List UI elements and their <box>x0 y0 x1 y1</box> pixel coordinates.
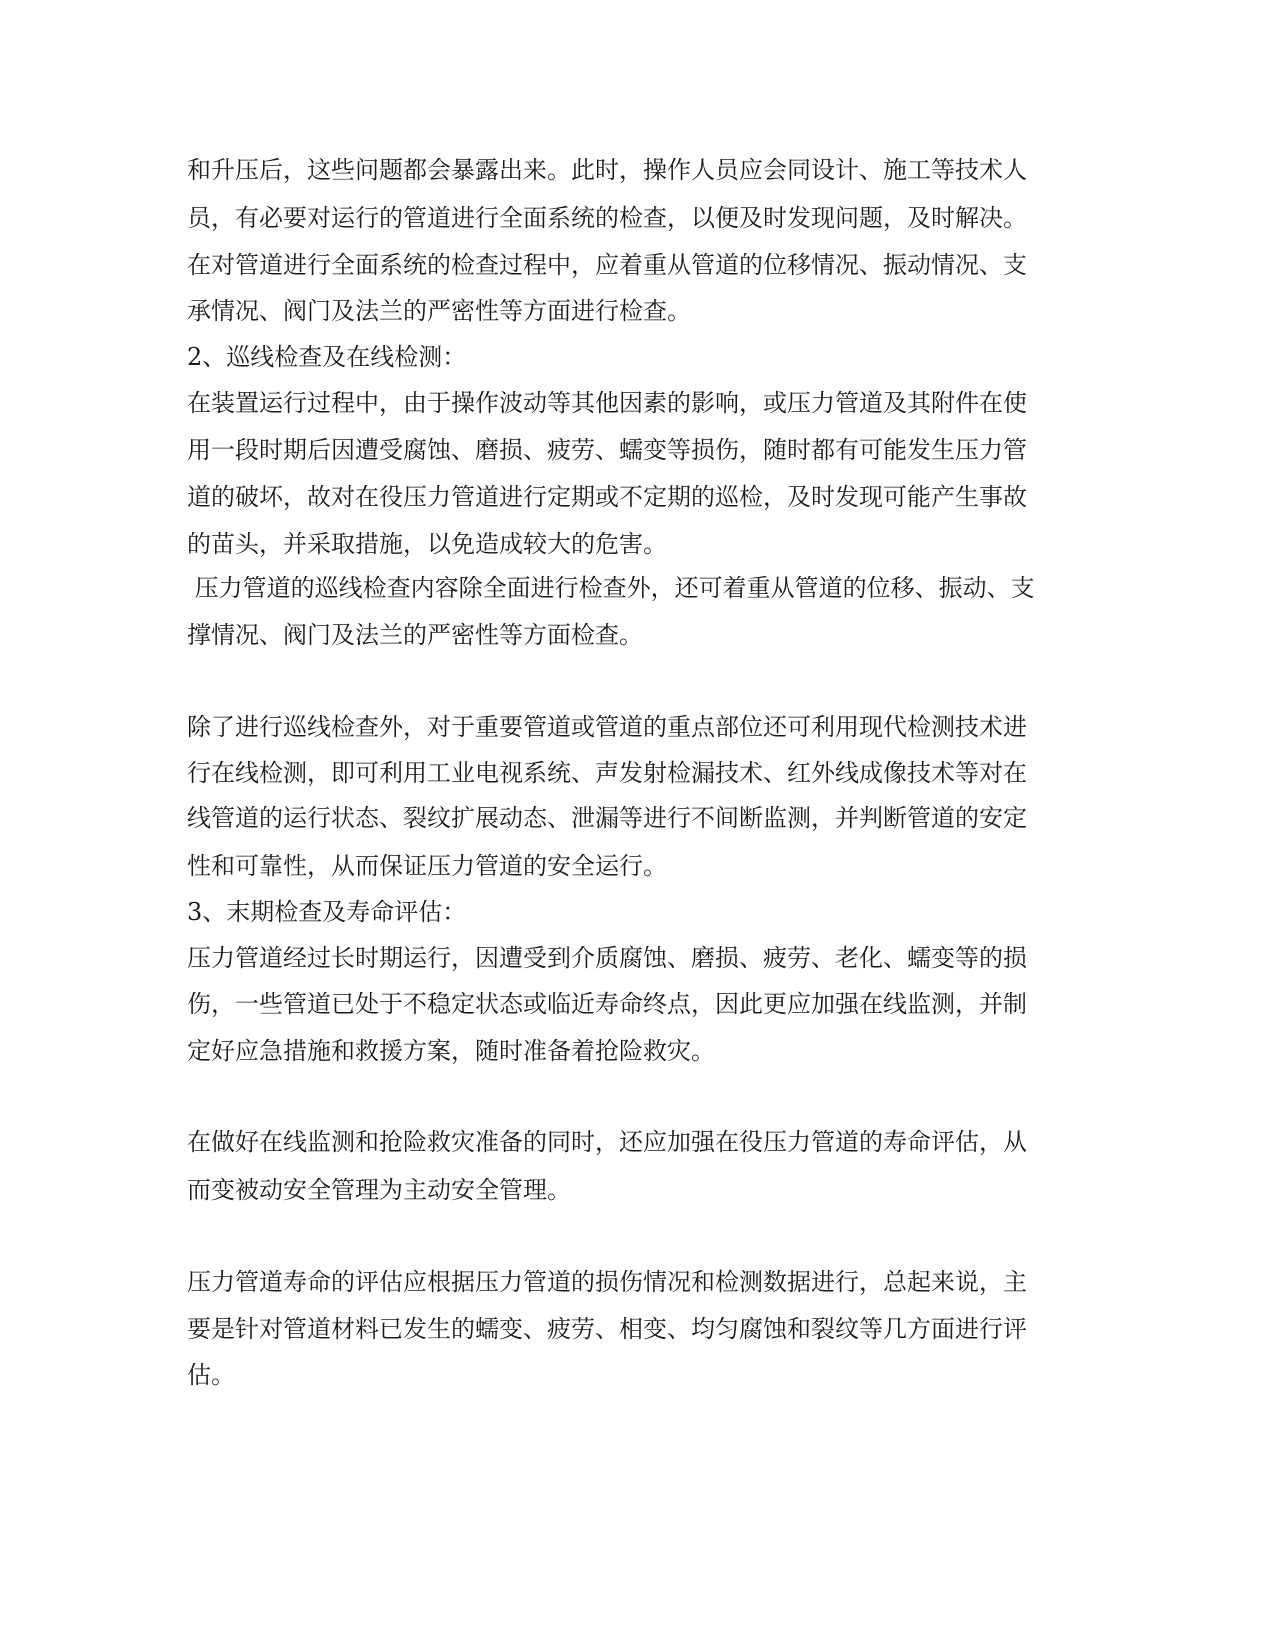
text-line: 要是针对管道材料已发生的蠕变、疲劳、相变、均匀腐蚀和裂纹等几方面进行评 <box>187 1315 1027 1343</box>
text-line: 压力管道的巡线检查内容除全面进行检查外，还可着重从管道的位移、振动、支 <box>187 574 1035 602</box>
text-line: 而变被动安全管理为主动安全管理。 <box>187 1176 571 1204</box>
text-line: 行在线检测，即可利用工业电视系统、声发射检漏技术、红外线成像技术等对在 <box>187 759 1027 787</box>
text-line: 伤，一些管道已处于不稳定状态或临近寿命终点，因此更应加强在线监测，并制 <box>187 990 1027 1018</box>
text-line: 线管道的运行状态、裂纹扩展动态、泄漏等进行不间断监测，并判断管道的安定 <box>187 804 1027 832</box>
text-line: 性和可靠性，从而保证压力管道的安全运行。 <box>187 852 667 880</box>
text-line: 用一段时期后因遭受腐蚀、磨损、疲劳、蠕变等损伤，随时都有可能发生压力管 <box>187 436 1027 464</box>
text-line: 承情况、阀门及法兰的严密性等方面进行检查。 <box>187 297 691 325</box>
text-line: 道的破坏，故对在役压力管道进行定期或不定期的巡检，及时发现可能产生事故 <box>187 483 1027 511</box>
text-line: 撑情况、阀门及法兰的严密性等方面检查。 <box>187 621 643 649</box>
text-line: 员，有必要对运行的管道进行全面系统的检查，以便及时发现问题，及时解决。 <box>187 204 1027 232</box>
section-heading: 2、巡线检查及在线检测： <box>187 343 467 371</box>
text-line: 在装置运行过程中，由于操作波动等其他因素的影响，或压力管道及其附件在使 <box>187 389 1027 417</box>
text-line: 估。 <box>187 1361 235 1389</box>
text-line: 的苗头，并采取措施，以免造成较大的危害。 <box>187 530 667 558</box>
text-line: 压力管道经过长时期运行，因遭受到介质腐蚀、磨损、疲劳、老化、蠕变等的损 <box>187 944 1027 972</box>
text-line: 在对管道进行全面系统的检查过程中，应着重从管道的位移情况、振动情况、支 <box>187 251 1027 279</box>
text-line: 和升压后，这些问题都会暴露出来。此时，操作人员应会同设计、施工等技术人 <box>187 156 1027 184</box>
text-line: 在做好在线监测和抢险救灾准备的同时，还应加强在役压力管道的寿命评估，从 <box>187 1128 1027 1156</box>
text-line: 除了进行巡线检查外，对于重要管道或管道的重点部位还可利用现代检测技术进 <box>187 713 1027 741</box>
section-heading: 3、末期检查及寿命评估： <box>187 898 467 926</box>
text-line: 压力管道寿命的评估应根据压力管道的损伤情况和检测数据进行，总起来说，主 <box>187 1268 1027 1296</box>
text-line: 定好应急措施和救援方案，随时准备着抢险救灾。 <box>187 1037 715 1065</box>
